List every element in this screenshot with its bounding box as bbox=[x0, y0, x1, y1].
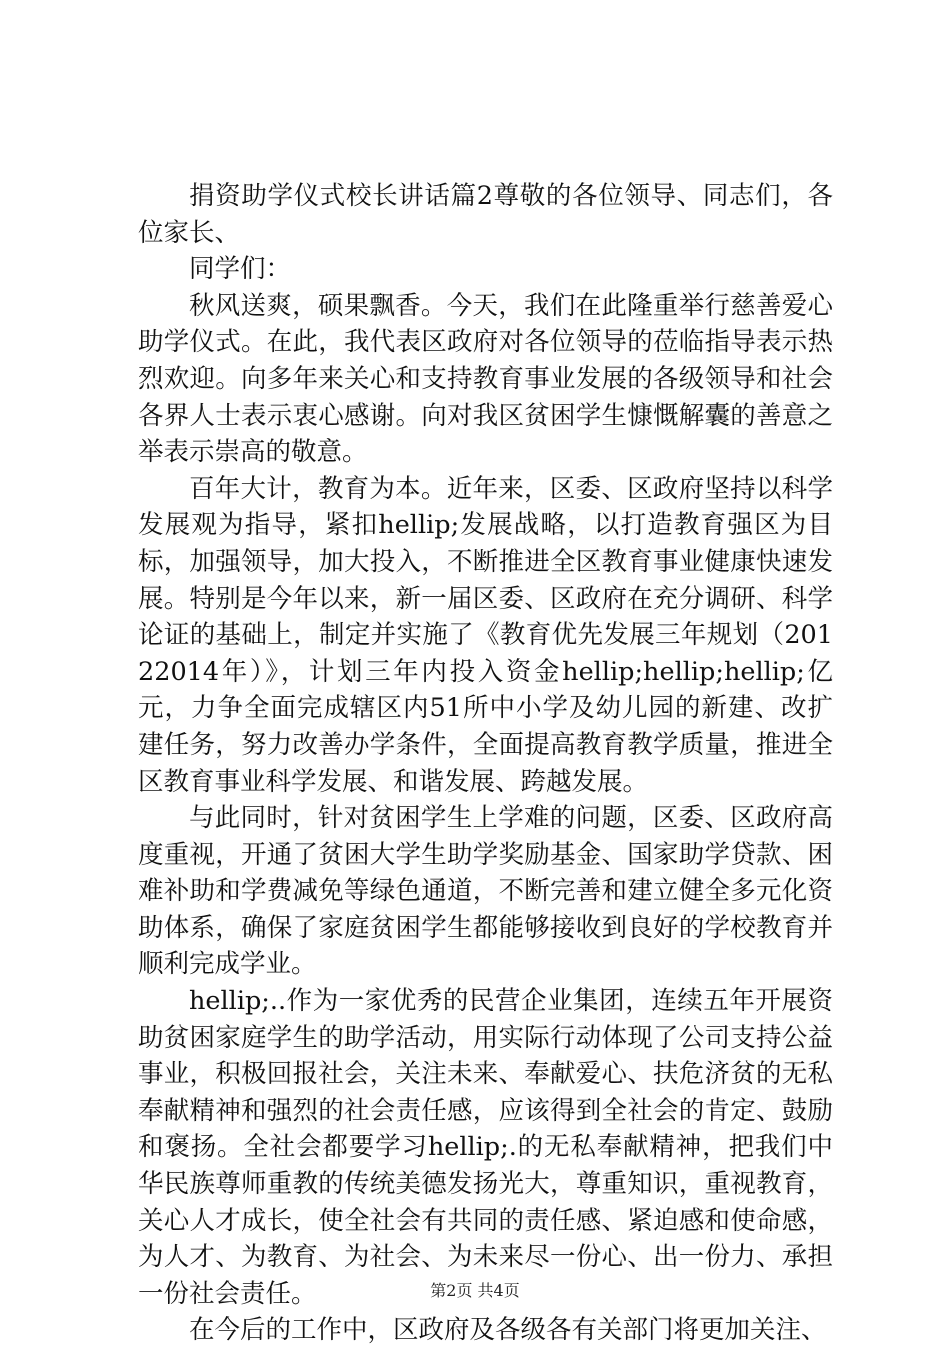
document-body bbox=[138, 178, 833, 1349]
paragraph-enterprise-praise: hellip;..作为一家优秀的民营企业集团，连续五年开展资助贫困家庭学生的助学活动，用实际行动体现了公司支持公益事业，积极回报社会，关注未来、奉献爱心、扶危济贫的无私奉献精神和强烈的社会责任感，应该得到全社会的肯定、鼓励和褒扬。全社会都要学习hellip;.的无私奉献精神，把我们中华民族尊师重教的传统美德发扬光大，尊重知识，重视教育，关心人才成长，使全社会有共同的责任感、紧迫感和使命感，为人才、为教育、为社会、为未来尽一份心、出一份力、承担一份社会责任。 bbox=[138, 986, 833, 1309]
paragraph-education-plan: 百年大计，教育为本。近年来，区委、区政府坚持以科学发展观为指导，紧扣hellip;发展战略，以打造教育强区为目标，加强领导，加大投入，不断推进全区教育事业健康快速发展。特别是今年以来，新一届区委、区政府在充分调研、科学论证的基础上，制定并实施了《教育优先发展三年规划（20122014年）》，计划三年内投入资金hellip;hellip;hellip;亿元，力争全面完成辖区内51所中小学及幼儿园的新建、改扩建任务，努力改善办学条件，全面提高教育教学质量，推进全区教育事业科学发展、和谐发展、跨越发展。 bbox=[138, 473, 833, 797]
paragraph-poverty-support: 与此同时，针对贫困学生上学难的问题，区委、区政府高度重视，开通了贫困大学生助学奖励基金、国家助学贷款、困难补助和学费减免等绿色通道，不断完善和建立健全多元化资助体系，确保了家庭贫困学生都能够接收到良好的学校教育并顺利完成学业。 bbox=[138, 803, 833, 980]
page-number-footer: 第2页 共4页 bbox=[430, 1281, 520, 1300]
paragraph-opening: 秋风送爽，硕果飘香。今天，我们在此隆重举行慈善爱心助学仪式。在此，我代表区政府对各位领导的莅临指导表示热烈欢迎。向多年来关心和支持教育事业发展的各级领导和社会各界人士表示衷心感谢。向对我区贫困学生慷慨解囊的善意之举表示崇高的敬意。 bbox=[138, 290, 833, 468]
paragraph-salutation: 同学们： bbox=[189, 254, 292, 285]
paragraph-title-line: 捐资助学仪式校长讲话篇2尊敬的各位领导、同志们，各位家长、 bbox=[138, 181, 833, 248]
paragraph-future-work: 在今后的工作中，区政府及各级各有关部门将更加关注、 bbox=[189, 1315, 827, 1346]
